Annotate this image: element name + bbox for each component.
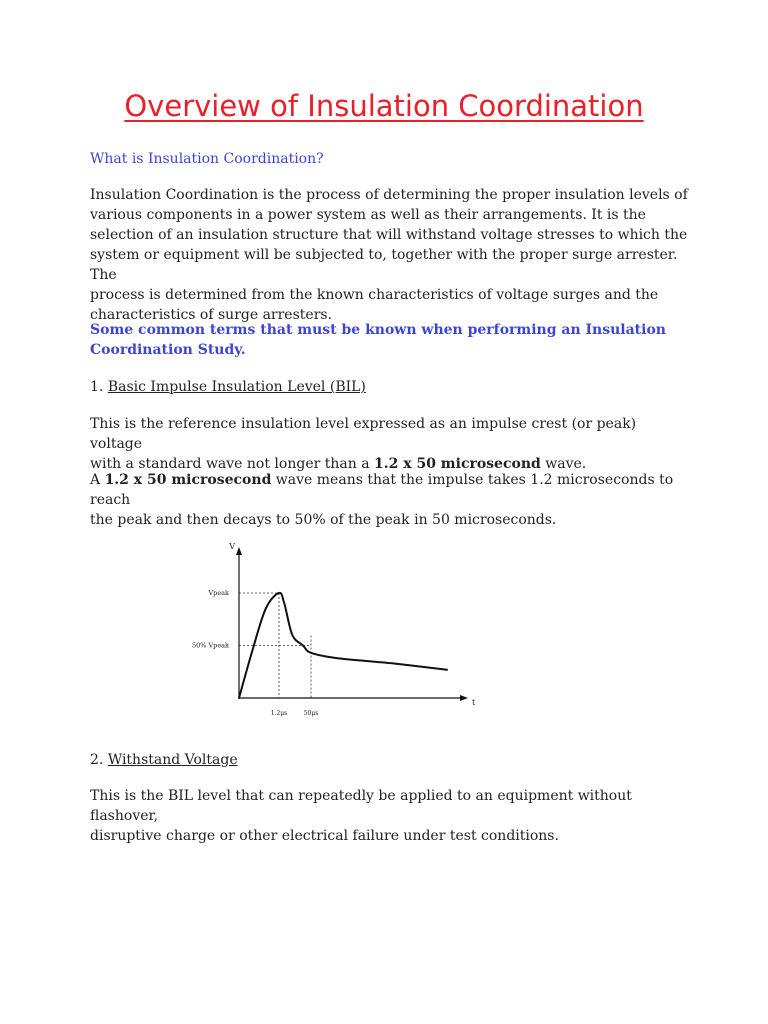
x-axis-arrow — [460, 695, 468, 701]
impulse-wave-line — [239, 593, 447, 698]
intro-line: various components in a power system as well as their arrangements. It is the — [90, 207, 646, 223]
intro-line: selection of an insulation structure that will withstand voltage stresses to which the — [90, 227, 688, 243]
terms-heading-line: Coordination Study. — [90, 342, 246, 358]
explanation-text: wave means that the impulse takes 1.2 microseconds to reach — [90, 472, 674, 508]
item-1-explanation — [90, 470, 690, 530]
vpeak-label: Vpeak — [208, 589, 229, 597]
intro-line: system or equipment will be subjected to, together with the proper surge arrester. The — [90, 247, 678, 283]
explanation-bold: 1.2 x 50 microsecond — [104, 472, 272, 488]
y-axis-arrow — [236, 547, 242, 555]
intro-line: Insulation Coordination is the process of determining the proper insulation levels of — [90, 187, 688, 203]
definition-line: This is the BIL level that can repeatedly be applied to an equipment without flashover, — [90, 788, 632, 824]
impulse-wave-chart — [186, 538, 486, 722]
definition-text: with a standard wave not longer than a — [90, 456, 374, 472]
page-title: Overview of Insulation Coordination — [124, 89, 644, 123]
definition-line: This is the reference insulation level expressed as an impulse crest (or peak) voltage — [90, 416, 637, 452]
terms-heading-line: Some common terms that must be known when performing an Insulation — [90, 322, 666, 338]
explanation-line — [90, 470, 690, 510]
item-2-definition — [90, 786, 690, 846]
impulse-wave-figure — [186, 538, 486, 722]
item-1-definition — [90, 414, 690, 474]
terms-heading — [90, 320, 690, 360]
intro-paragraph — [90, 185, 690, 325]
item-1-heading — [90, 377, 690, 397]
intro-line: process is determined from the known characteristics of voltage surges and the — [90, 287, 659, 303]
explanation-text: A — [90, 472, 105, 488]
definition-bold: 1.2 x 50 microsecond — [374, 456, 541, 472]
item-number: 1. — [90, 379, 108, 395]
definition-text: wave. — [540, 456, 587, 472]
x-tick-50us: 50μs — [303, 710, 319, 717]
item-number: 2. — [90, 752, 108, 768]
y-axis-label: V — [229, 542, 235, 551]
definition-line: disruptive charge or other electrical failure under test conditions. — [90, 828, 559, 844]
item-term: Withstand Voltage — [107, 752, 238, 768]
x-axis-label: t — [472, 698, 476, 707]
question-heading: What is Insulation Coordination? — [90, 151, 324, 167]
intro-line: characteristics of surge arresters. — [90, 307, 333, 323]
explanation-line: the peak and then decays to 50% of the peak in 50 microseconds. — [90, 512, 557, 528]
x-tick-1-2us: 1.2μs — [270, 710, 288, 717]
item-2-heading — [90, 750, 690, 770]
item-term: Basic Impulse Insulation Level (BIL) — [107, 379, 366, 395]
half-vpeak-label: 50% Vpeak — [191, 641, 229, 650]
